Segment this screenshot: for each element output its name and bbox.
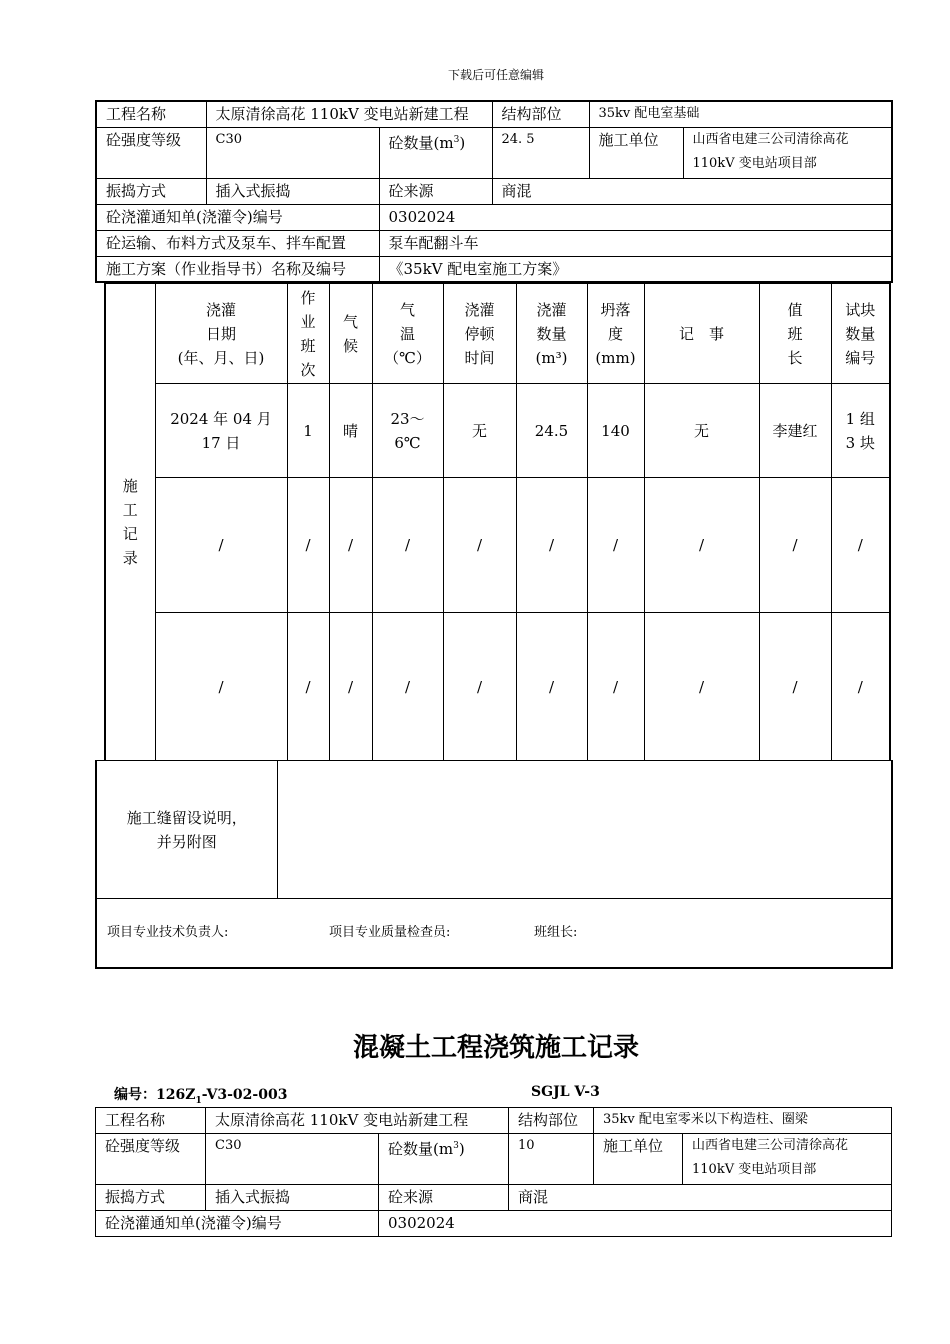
- cell-date: /: [155, 613, 287, 761]
- notice-value: 0302024: [379, 204, 892, 230]
- strength-label: 砼强度等级: [96, 127, 206, 178]
- cell-amount: /: [516, 478, 587, 613]
- cell-temp: 23～6℃: [372, 384, 443, 478]
- record1-footer-table: [95, 760, 893, 969]
- cell-weather: 晴: [329, 384, 372, 478]
- cell-amount: 24.5: [516, 384, 587, 478]
- vibration-value: 插入式振捣: [206, 178, 379, 204]
- sign-quality: 项目专业质量检查员:: [329, 924, 451, 940]
- cell-pause: /: [443, 478, 516, 613]
- col-header-shift: 作 业 班 次: [287, 284, 329, 384]
- signature-row: [96, 899, 892, 968]
- project-name-label: 工程名称: [96, 1108, 206, 1134]
- project-name-value: 太原清徐高花 110kV 变电站新建工程: [206, 1108, 509, 1134]
- notice-value: 0302024: [379, 1211, 892, 1237]
- cell-duty: /: [759, 613, 831, 761]
- cell-specimen: /: [831, 478, 890, 613]
- cell-specimen: 1 组 3 块: [831, 384, 890, 478]
- page-title: 混凝土工程浇筑施工记录: [352, 1033, 639, 1063]
- joint-notes: [277, 761, 892, 899]
- vibration-label: 振捣方式: [96, 1185, 206, 1211]
- col-header-slump: 坍落 度 (mm): [587, 284, 644, 384]
- cell-weather: /: [329, 613, 372, 761]
- sign-leader: 班组长:: [534, 924, 578, 940]
- quantity-label: 砼数量$(m^3)$: [379, 127, 492, 178]
- cell-notes: 无: [644, 384, 759, 478]
- side-label: 施 工 记 录: [105, 284, 155, 761]
- unit-label: 施工单位: [589, 127, 683, 178]
- cell-duty: 李建红: [759, 384, 831, 478]
- sign-tech: 项目专业技术负责人:: [107, 924, 229, 940]
- cell-duty: /: [759, 478, 831, 613]
- notice-label: 砼浇灌通知单(浇灌令)编号: [96, 1211, 379, 1237]
- cell-slump: /: [587, 478, 644, 613]
- transport-label: 砼运输、布料方式及泵车、拌车配置: [96, 230, 379, 256]
- vibration-value: 插入式振捣: [206, 1185, 379, 1211]
- col-header-weather: 气 候: [329, 284, 372, 384]
- col-header-pause: 浇灌 停顿 时间: [443, 284, 516, 384]
- col-header-date: 浇灌 日期 (年、月、日): [155, 284, 287, 384]
- table-row: [105, 613, 890, 761]
- construction-record-table: [104, 283, 891, 761]
- cell-slump: /: [587, 613, 644, 761]
- record1-header-table: [95, 100, 893, 283]
- header-note: 下载后可任意编辑: [447, 68, 544, 82]
- col-header-notes: 记 事: [644, 284, 759, 384]
- joint-label: 施工缝留设说明， 并另附图: [96, 761, 277, 899]
- plan-value: 《35kV 配电室施工方案》: [379, 256, 892, 282]
- cell-pause: /: [443, 613, 516, 761]
- unit-label: 施工单位: [594, 1134, 683, 1185]
- source-value: 商混: [509, 1185, 892, 1211]
- cell-specimen: /: [831, 613, 890, 761]
- unit-value: 山西省电建三公司清徐高花 110kV 变电站项目部: [683, 127, 892, 178]
- notice-label: 砼浇灌通知单(浇灌令)编号: [96, 204, 379, 230]
- cell-slump: 140: [587, 384, 644, 478]
- record2-header-table: [95, 1107, 892, 1237]
- cell-weather: /: [329, 478, 372, 613]
- structure-label: 结构部位: [492, 101, 589, 127]
- structure-value: 35kv 配电室基础: [589, 101, 892, 127]
- quantity-value: 10: [509, 1134, 594, 1185]
- source-value: 商混: [492, 178, 892, 204]
- cell-shift: /: [287, 478, 329, 613]
- plan-label: 施工方案（作业指导书）名称及编号: [96, 256, 379, 282]
- unit-value: 山西省电建三公司清徐高花 110kV 变电站项目部: [683, 1134, 892, 1185]
- strength-label: 砼强度等级: [96, 1134, 206, 1185]
- cell-pause: 无: [443, 384, 516, 478]
- strength-value: C30: [206, 1134, 379, 1185]
- project-name-label: 工程名称: [96, 101, 206, 127]
- table-row: [105, 478, 890, 613]
- transport-value: 泵车配翻斗车: [379, 230, 892, 256]
- structure-value: 35kv 配电室零米以下构造柱、圈梁: [594, 1108, 892, 1134]
- record-code: 编号：$126Z_1-V3-02-003$: [114, 1087, 288, 1106]
- col-header-temp: 气 温 （℃）: [372, 284, 443, 384]
- strength-value: C30: [206, 127, 379, 178]
- quantity-label: 砼数量$(m^3)$: [379, 1134, 509, 1185]
- cell-notes: /: [644, 478, 759, 613]
- project-name-value: 太原清徐高花 110kV 变电站新建工程: [206, 101, 492, 127]
- table-row: [105, 384, 890, 478]
- col-header-amount: 浇灌 数量 (m³): [516, 284, 587, 384]
- cell-shift: 1: [287, 384, 329, 478]
- form-code: SGJL V-3: [531, 1084, 600, 1100]
- cell-temp: /: [372, 613, 443, 761]
- cell-notes: /: [644, 613, 759, 761]
- source-label: 砼来源: [379, 178, 492, 204]
- cell-date: /: [155, 478, 287, 613]
- structure-label: 结构部位: [509, 1108, 594, 1134]
- col-header-specimen: 试块 数量 编号: [831, 284, 890, 384]
- vibration-label: 振捣方式: [96, 178, 206, 204]
- source-label: 砼来源: [379, 1185, 509, 1211]
- cell-amount: /: [516, 613, 587, 761]
- quantity-value: 24. 5: [492, 127, 589, 178]
- col-header-duty: 值 班 长: [759, 284, 831, 384]
- cell-temp: /: [372, 478, 443, 613]
- cell-date: 2024 年 04 月 17 日: [155, 384, 287, 478]
- cell-shift: /: [287, 613, 329, 761]
